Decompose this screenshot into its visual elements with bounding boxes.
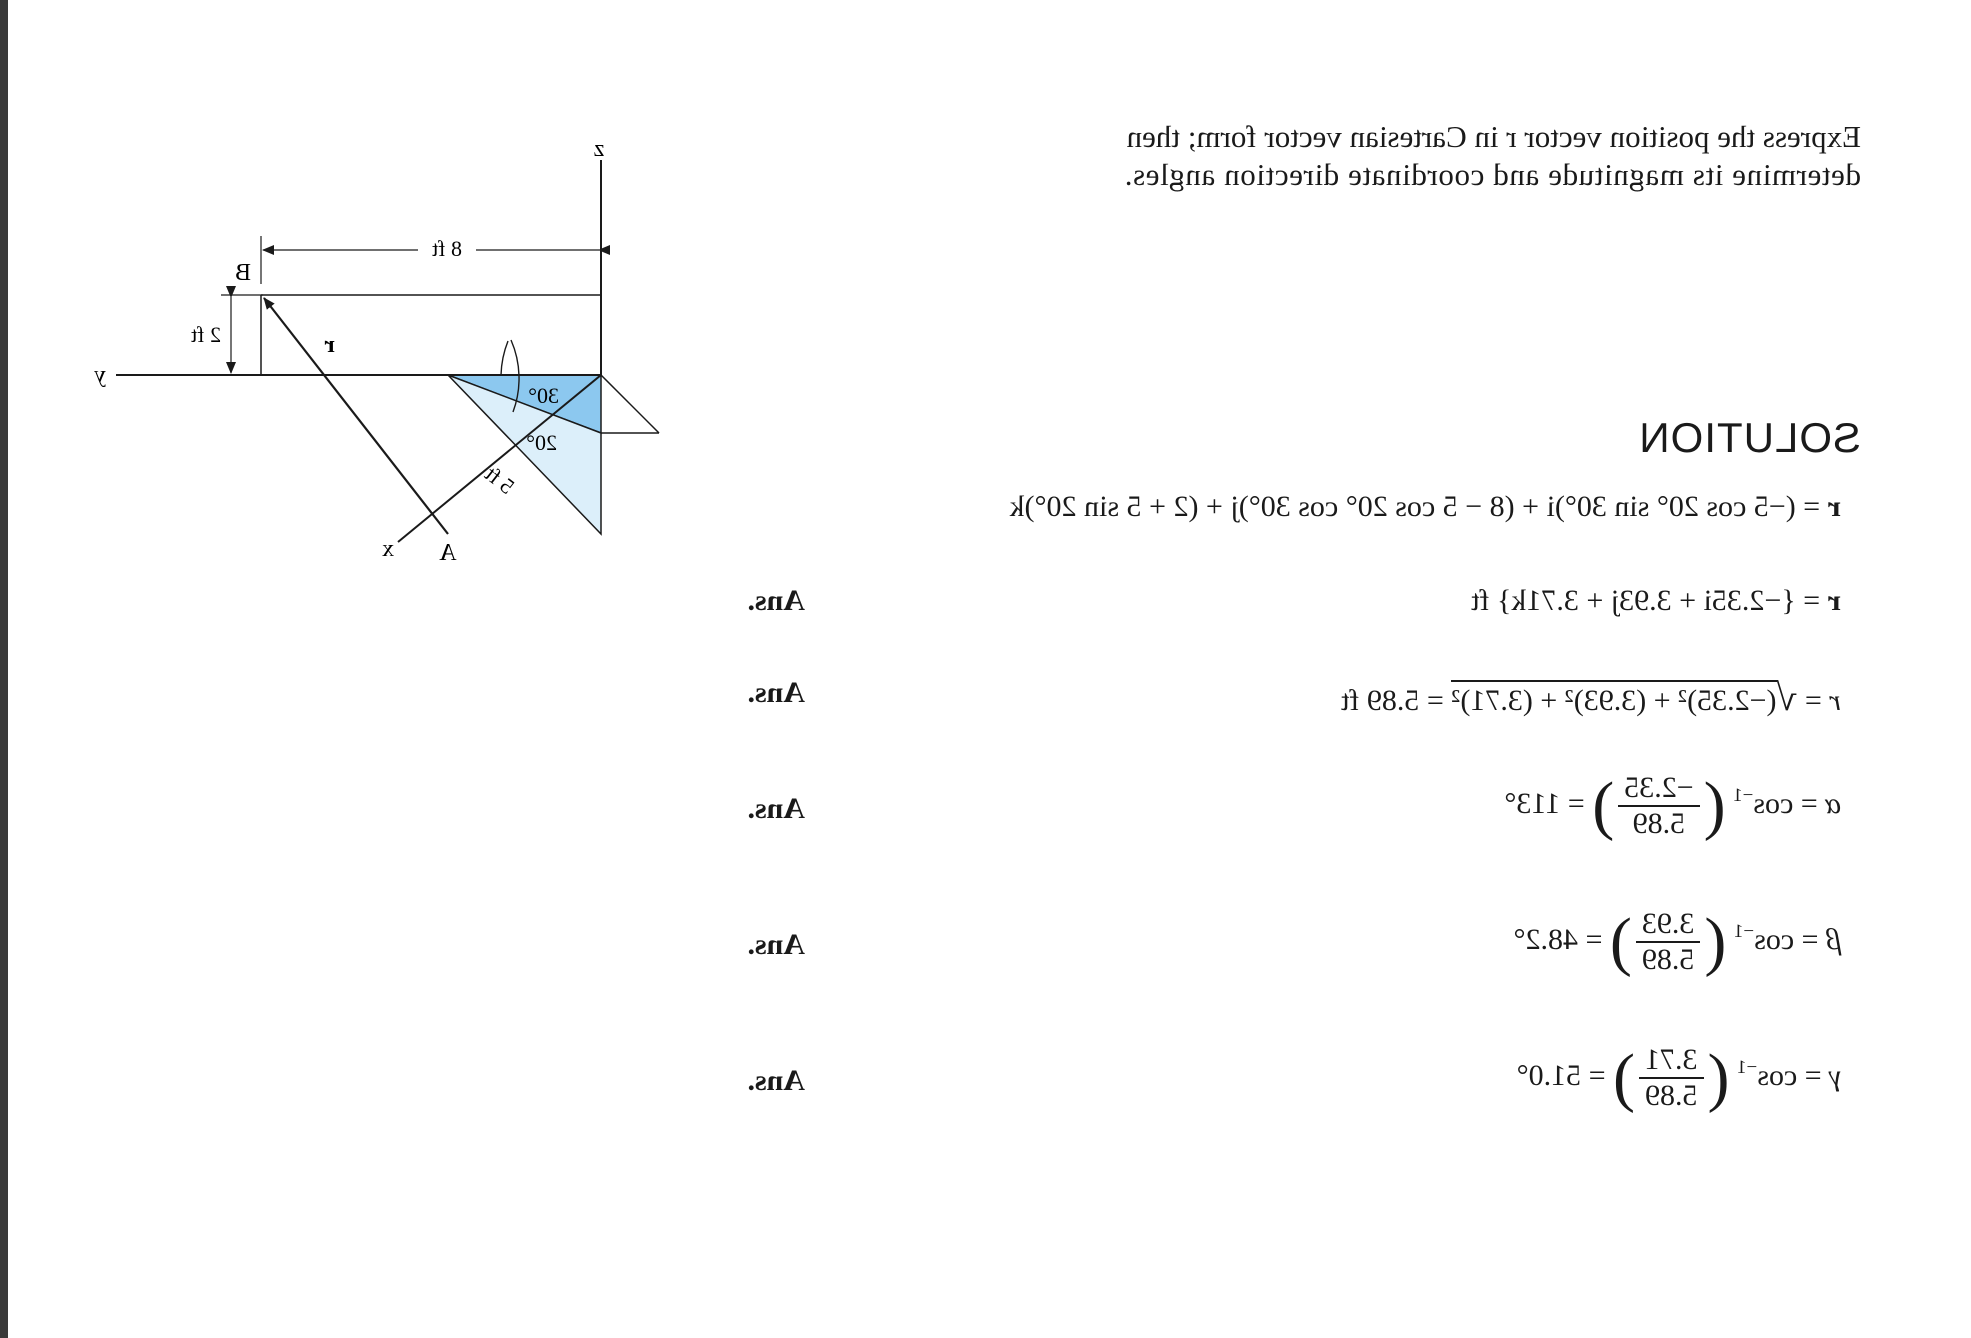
angle-30-arc <box>501 341 508 375</box>
eq-rhs: = (−5 cos 20° sin 30°)i + (8 − 5 cos 20° cos 30°)j + (2 + 5 sin 20°)k <box>1009 490 1821 523</box>
mirrored-content <box>8 0 1971 1338</box>
dimension-8ft-label: 8 ft <box>432 236 462 261</box>
denominator: 5.89 <box>1632 807 1686 840</box>
eq-lhs: β <box>1826 922 1841 956</box>
radicand: (−2.35)² + (3.93)² + (3.71)² <box>1451 680 1776 717</box>
point-a-label: A <box>439 540 457 566</box>
solution-heading: SOLUTION <box>1638 414 1861 461</box>
equation-r-expression <box>1010 490 1841 524</box>
eq-func: = cos <box>1757 1058 1822 1092</box>
eq-result: = 51.0° <box>1516 1058 1606 1092</box>
axis-z-label: z <box>593 136 605 162</box>
page <box>8 0 1971 1338</box>
equation-gamma: $\gamma = \cos^{-1}$ ( $\frac{3.71}{5.89}$ ) = 51.0° <box>1516 1041 1841 1114</box>
angle-30-label: 30° <box>528 383 559 408</box>
answer-label: Ans. <box>747 1064 805 1097</box>
dimension-2ft-label: 2 ft <box>191 322 221 347</box>
eq-lhs: r <box>1827 490 1841 523</box>
answer-label: Ans. <box>747 792 805 825</box>
eq-func: = cos <box>1753 786 1818 820</box>
problem-line-2: determine its magnitude and coordinate direction angles. <box>1124 157 1861 192</box>
dimension-5ft-label: 5 ft <box>480 460 520 499</box>
eq-result: = 48.2° <box>1513 922 1603 956</box>
numerator: 3.71 <box>1639 1043 1704 1079</box>
eq-lhs: γ <box>1829 1058 1841 1092</box>
equation-beta: $\beta = \cos^{-1}$ ( $\frac{3.93}{5.89}$ ) = 48.2° <box>1513 905 1841 978</box>
position-vector-diagram <box>71 120 831 600</box>
eq-result: = 113° <box>1504 786 1585 820</box>
problem-line-1: Express the position vector r in Cartesian vector form; then <box>1126 119 1861 154</box>
fraction <box>1636 907 1701 977</box>
denominator: 5.89 <box>1645 1079 1698 1112</box>
answer-label: Ans. <box>747 928 805 961</box>
eq-rhs: = {−2.35i + 3.93j + 3.71k} ft <box>1471 584 1821 617</box>
angle-20-label: 20° <box>526 430 557 455</box>
numerator: −2.35 <box>1618 771 1699 807</box>
axis-x-label: x <box>382 536 394 562</box>
eq-func: = cos <box>1754 922 1819 956</box>
denominator: 5.89 <box>1641 943 1695 976</box>
inverse-superscript: −1 <box>1733 920 1755 942</box>
sqrt-symbol: √ <box>1776 677 1798 719</box>
point-b-label: B <box>234 260 251 286</box>
eq-lhs: r <box>1829 684 1841 717</box>
equation-r-magnitude <box>1341 676 1841 720</box>
equation-r-vector <box>1471 584 1841 618</box>
answer-label: Ans. <box>747 676 805 709</box>
numerator: 3.93 <box>1636 907 1701 943</box>
eq-lhs: r <box>1827 584 1841 617</box>
inverse-superscript: −1 <box>1737 1056 1758 1078</box>
equation-alpha: $\alpha = \cos^{-1}$ ( $\frac{-2.35}{5.89}$ ) = 113° <box>1504 769 1841 842</box>
eq-equals: = <box>1804 684 1822 717</box>
fraction <box>1618 771 1699 841</box>
inverse-superscript: −1 <box>1733 784 1754 806</box>
vector-r-label: r <box>324 332 335 358</box>
eq-result: = 5.89 ft <box>1341 684 1444 717</box>
eq-lhs: α <box>1825 786 1841 820</box>
answer-label: Ans. <box>747 584 805 617</box>
vector-r-arrow <box>264 298 448 534</box>
problem-statement <box>1124 118 1861 194</box>
fraction <box>1639 1043 1704 1113</box>
axis-y-label: y <box>94 362 106 388</box>
